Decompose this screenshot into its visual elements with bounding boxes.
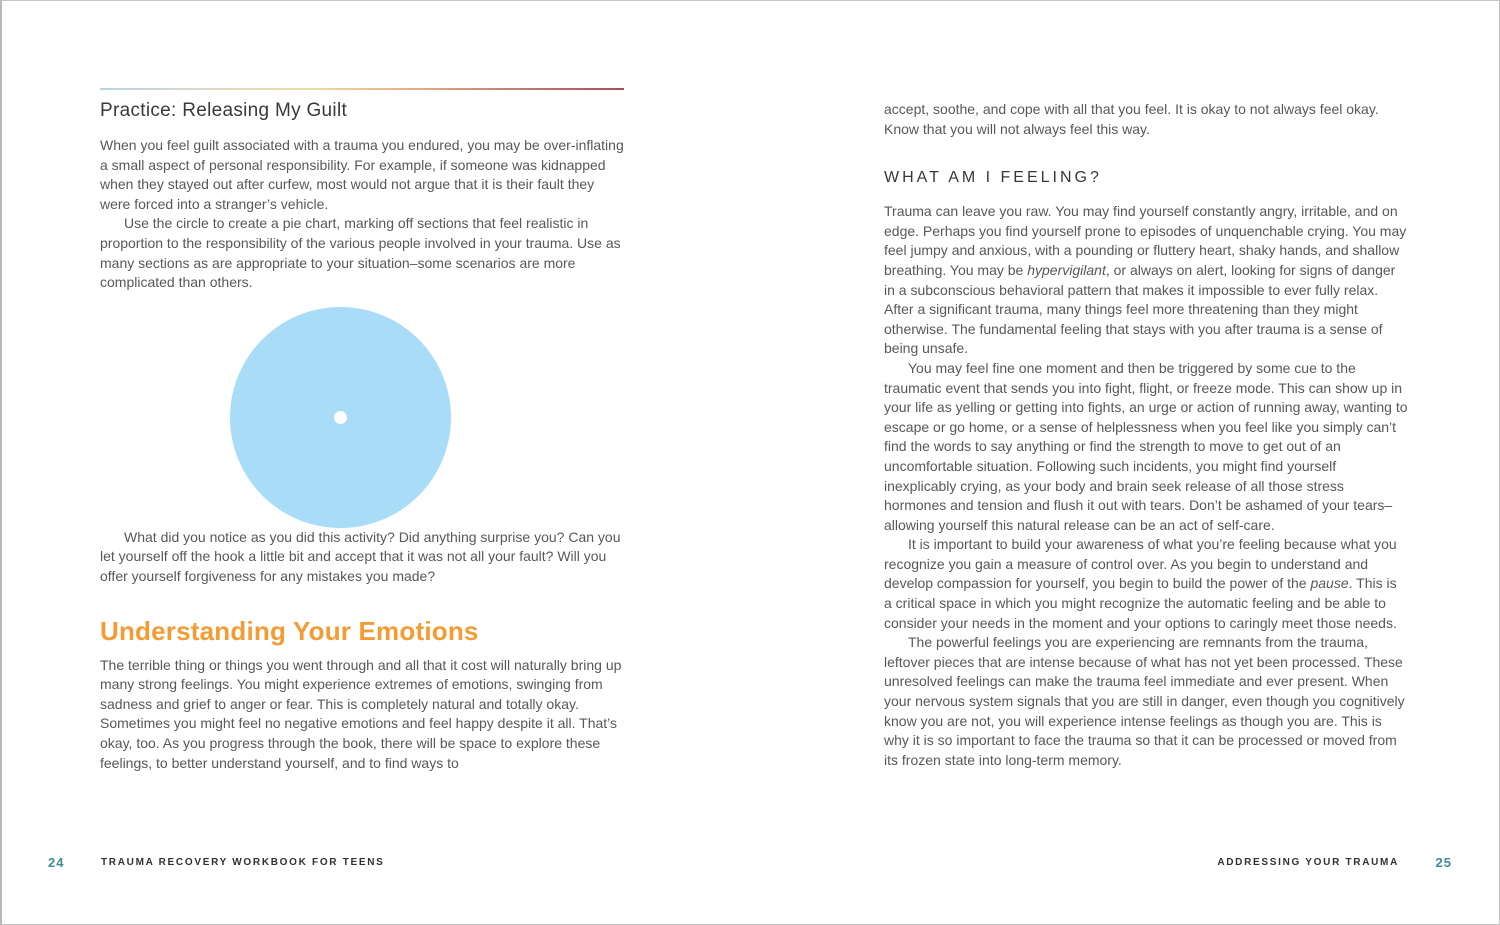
running-footer-left: TRAUMA RECOVERY WORKBOOK FOR TEENS: [101, 857, 385, 868]
section-divider-rule: [100, 88, 624, 90]
paragraph-feeling-1: Trauma can leave you raw. You may find yourself constantly angry, irritable, and on edge. Perhaps you find yourself prone to episodes of unquenchable crying. You may feel jumpy and anxious, with a pounding or fluttery heart, shaky hands, and shallow breathing. You may be hypervigilant, or always on alert, looking for signs of danger in a subconscious behavioral pattern that makes it impossible to ever fully relax. After a significant trauma, many things feel more threatening than they might otherwise. The fundamental feeling that stays with you after trauma is a sense of being unsafe.: [884, 203, 1407, 357]
section-heading-understanding-your-emotions: Understanding Your Emotions: [100, 615, 479, 646]
paragraph-feeling-2: You may feel fine one moment and then be triggered by some cue to the traumatic event that sends you into fight, flight, or freeze mode. This can show up in your life as yelling or getting into fights, an urge or action of running away, wanting to escape or go home, or a sense of helplessness when you feel like you simply can’t find the words to say anything or find the strength to move to get out of an uncomfortable situation. Following such incidents, you might find yourself inexplicably crying, as your body and brain seek release of all those stress hormones and tension and flush it out with tears. Don’t be ashamed of your tears–allowing yourself this natural release can be an act of self-care.: [884, 359, 1408, 533]
page-left: [100, 88, 624, 773]
paragraph-feeling-3: It is important to build your awareness of what you’re feeling because what you recognize you gain a measure of control over. As you begin to understand and develop compassion for yourself, you begin to build the power of the pause. This is a critical space in which you might recognize the automatic feeling and be able to consider your needs in the moment and your options to caringly meet those needs.: [884, 536, 1397, 631]
running-footer-right: ADDRESSING YOUR TRAUMA: [1217, 857, 1399, 868]
paragraph-pie-instructions: Use the circle to create a pie chart, marking off sections that feel realistic in proportion to the responsibility of the various people involved in your trauma. Use as many sections as are appropriate to your situation–some scenarios are more complicated than others.: [100, 215, 621, 291]
paragraph-guilt-intro: When you feel guilt associated with a trauma you endured, you may be over-inflating a small aspect of personal responsibility. For example, if someone was kidnapped when they stayed out after curfew, most would not argue that it is their fault they were forced into a stranger’s vehicle.: [100, 137, 624, 212]
pie-center-dot: [334, 411, 347, 424]
paragraph-continuation: accept, soothe, and cope with all that you feel. It is okay to not always feel okay. Know that you will not always feel this way.: [884, 101, 1379, 137]
section-heading-what-am-i-feeling: WHAT AM I FEELING?: [884, 169, 1102, 187]
practice-heading: Practice: Releasing My Guilt: [100, 100, 348, 121]
paragraph-emotions: The terrible thing or things you went through and all that it cost will naturally bring up many strong feelings. You might experience extremes of emotions, swinging from sadness and grief to anger or fear. This is completely natural and totally okay. Sometimes you might feel no negative emotions and feel happy despite it all. That’s okay, too. As you progress through the book, there will be space to explore these feelings, to better understand yourself, and to find ways to: [100, 656, 622, 771]
page-number-left: 24: [48, 855, 65, 870]
page-number-right: 25: [1435, 855, 1452, 870]
paragraph-reflection: What did you notice as you did this activity? Did anything surprise you? Can you let yourself off the hook a little bit and accept that it was not all your fault? Will you offer yourself forgiveness for any mistakes you made?: [100, 528, 621, 584]
paragraph-feeling-4: The powerful feelings you are experiencing are remnants from the trauma, leftover pieces that are intense because of what has not yet been processed. These unresolved feelings can make the trauma feel immediate and ever present. When your nervous system signals that you are still in danger, even though you cognitively know you are not, you will experience intense feelings as though you are. This is why it is so important to face the trauma so that it can be processed or moved from its frozen state into long-term memory.: [884, 634, 1405, 768]
pie-chart-circle: [230, 307, 451, 528]
page-right: [884, 100, 1408, 770]
